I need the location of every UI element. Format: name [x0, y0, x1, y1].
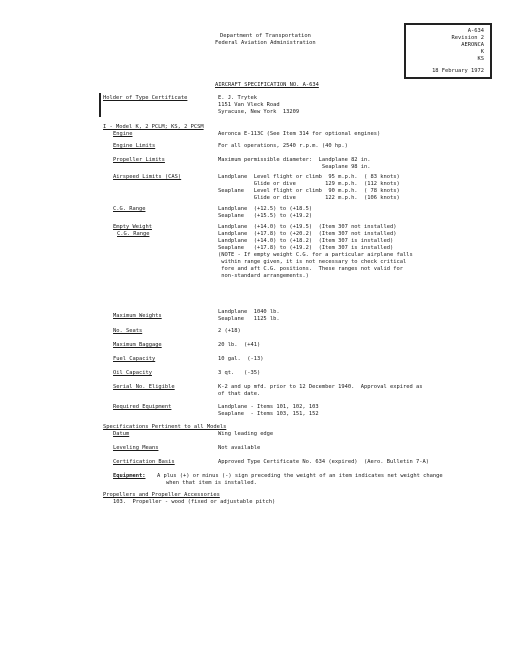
cg-range-line-1: Landplane (+12.5) to (+18.5) [218, 206, 313, 212]
holder-label: Holder of Type Certificate [103, 95, 188, 101]
serial-eligible-line-1: K-2 and up mfd. prior to 12 December 1940. Approval expired as [218, 384, 423, 390]
model-k: K [480, 49, 484, 55]
document-title: AIRCRAFT SPECIFICATION NO. A-634 [215, 82, 319, 88]
empty-weight-note-4: non-standard arrangements.) [218, 273, 309, 279]
equipment-label: Equipment: [113, 473, 146, 479]
required-equipment-line-2: Seaplane - Items 103, 151, 152 [218, 411, 319, 417]
spec-number: A-634 [467, 28, 484, 34]
cg-range-label: C.G. Range [113, 206, 146, 212]
propeller-heading: Propellers and Propeller Accessories [103, 492, 220, 498]
no-seats-label: No. Seats [113, 328, 143, 334]
engine-value: Aeronca E-113C (See Item 314 for optional engines) [218, 131, 381, 137]
airspeed-line-2: Glide or dive 129 m.p.h. (112 knots) [218, 181, 400, 187]
required-equipment-label: Required Equipment [113, 404, 172, 410]
oil-capacity-value: 3 qt. (-35) [218, 370, 261, 376]
certification-basis-label: Certification Basis [113, 459, 175, 465]
serial-eligible-line-2: of that date. [218, 391, 261, 397]
spec-number-box [404, 23, 492, 79]
fuel-capacity-label: Fuel Capacity [113, 356, 156, 362]
airspeed-limits-label: Airspeed Limits (CAS) [113, 174, 182, 180]
model-heading: I - Model K, 2 PCLM; KS, 2 PCSM [103, 124, 204, 130]
empty-weight-line-3: Landplane (+14.0) to (+18.2) (Item 307 is installed) [218, 238, 394, 244]
no-seats-value: 2 (+18) [218, 328, 241, 334]
model-ks: KS [477, 56, 484, 62]
airspeed-line-4: Glide or dive 122 m.p.h. (106 knots) [218, 195, 400, 201]
propeller-limits-label: Propeller Limits [113, 157, 165, 163]
oil-capacity-label: Oil Capacity [113, 370, 152, 376]
spec-heading: Specifications Pertinent to all Models [103, 424, 227, 430]
revision: Revision 2 [451, 35, 484, 41]
make: AERONCA [461, 42, 484, 48]
propeller-item-103: 103. Propeller - wood (fixed or adjustable pitch) [113, 499, 276, 505]
leveling-means-value: Not available [218, 445, 261, 451]
empty-weight-line-1: Landplane (+14.0) to (+19.5) (Item 307 not installed) [218, 224, 397, 230]
equipment-note-line-1: A plus (+) or minus (-) sign preceding the weight of an item indicates net weight change [157, 473, 443, 479]
cg-range-line-2: Seaplane (+15.5) to (+19.2) [218, 213, 313, 219]
propeller-limits-line-2: Seaplane 98 in. [218, 164, 371, 170]
maximum-weights-label: Maximum Weights [113, 313, 162, 319]
maximum-weights-line-2: Seaplane 1125 lb. [218, 316, 280, 322]
maximum-weights-line-1: Landplane 1040 lb. [218, 309, 280, 315]
empty-weight-note-3: fore and aft C.G. positions. These ranges not valid for [218, 266, 403, 272]
empty-weight-note-2: within range given, it is not necessary to check critical [218, 259, 407, 265]
holder-city: Syracuse, New York 13209 [218, 109, 300, 115]
propeller-limits-line-1: Maximum permissible diameter: Landplane 82 in. [218, 157, 371, 163]
serial-eligible-label: Serial No. Eligible [113, 384, 175, 390]
engine-label: Engine [113, 131, 133, 137]
maximum-baggage-label: Maximum Baggage [113, 342, 162, 348]
holder-name: E. J. Trytek [218, 95, 257, 101]
agency-line-2: Federal Aviation Administration [215, 40, 316, 46]
revision-bar [99, 93, 101, 117]
holder-street: 1151 Van Vleck Road [218, 102, 280, 108]
empty-weight-cg-label: C.G. Range [117, 231, 150, 237]
engine-limits-label: Engine Limits [113, 143, 156, 149]
airspeed-line-1: Landplane Level flight or climb 95 m.p.h. ( 83 knots) [218, 174, 400, 180]
fuel-capacity-value: 10 gal. (-13) [218, 356, 264, 362]
revision-date: 18 February 1972 [432, 68, 484, 74]
maximum-baggage-value: 20 lb. (+41) [218, 342, 261, 348]
agency-line-1: Department of Transportation [220, 33, 311, 39]
equipment-note-line-2: when that item is installed. [166, 480, 257, 486]
empty-weight-line-4: Seaplane (+17.8) to (+19.2) (Item 307 is installed) [218, 245, 394, 251]
empty-weight-line-2: Landplane (+17.8) to (+20.2) (Item 307 not installed) [218, 231, 397, 237]
datum-label: Datum [113, 431, 130, 437]
engine-limits-value: For all operations, 2540 r.p.m. (40 hp.) [218, 143, 348, 149]
empty-weight-note-1: (NOTE - If empty weight C.G. for a particular airplane falls [218, 252, 413, 258]
leveling-means-label: Leveling Means [113, 445, 159, 451]
airspeed-line-3: Seaplane Level flight or climb 90 m.p.h. ( 78 knots) [218, 188, 400, 194]
required-equipment-line-1: Landplane - Items 101, 102, 103 [218, 404, 319, 410]
certification-basis-value: Approved Type Certificate No. 634 (expired) (Aero. Bulletin 7-A) [218, 459, 429, 465]
empty-weight-label: Empty Weight [113, 224, 152, 230]
datum-value: Wing leading edge [218, 431, 274, 437]
